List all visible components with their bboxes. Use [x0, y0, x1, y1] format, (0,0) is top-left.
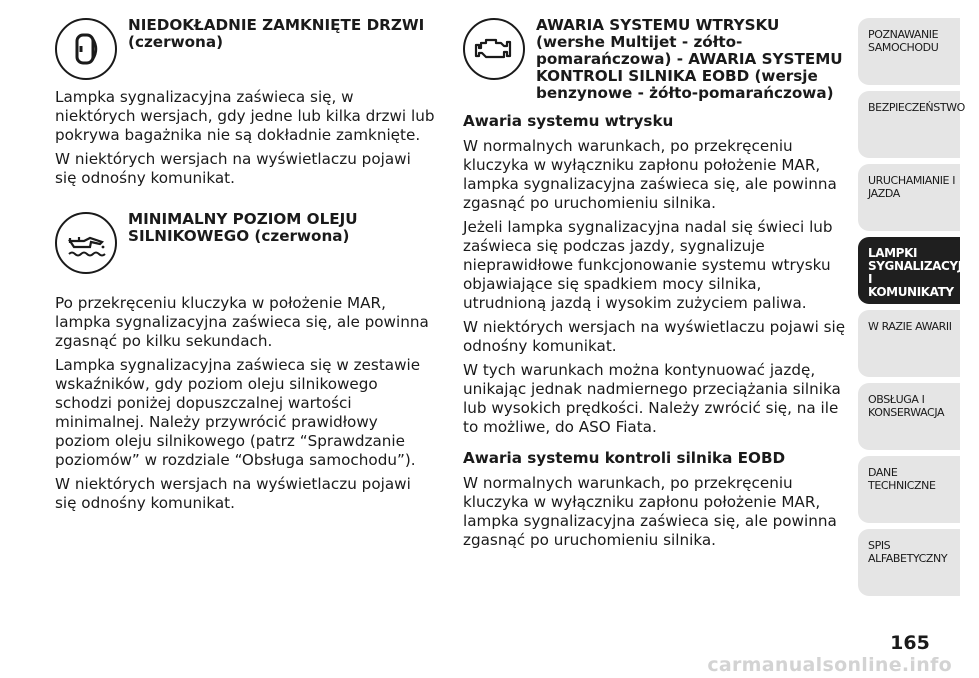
page-number: 165: [890, 632, 930, 654]
injection-subheading: Awaria systemu wtrysku: [463, 112, 674, 130]
watermark: carmanualsonline.info: [707, 654, 952, 676]
tab-poznawanie-samochodu[interactable]: POZNAWANIE SAMOCHODU: [858, 18, 960, 85]
tab-obsluga-i-konserwacja[interactable]: OBSŁUGA I KONSERWACJA: [858, 383, 960, 450]
eobd-paragraph: W normalnych warunkach, po przekręceniu kluczyka w wyłączniku zapłonu położenie MAR, lampka sygnalizacyjna zaświeca się, ale powinna zgasnąć po uruchomieniu silnika.: [463, 474, 837, 549]
oil-warning-heading: MINIMALNY POZIOM OLEJU SILNIKOWEGO (czerwona): [128, 210, 358, 245]
engine-warning-heading: AWARIA SYSTEMU WTRYSKU (wershe Multijet - zółto-pomarańczowa) - AWARIA SYSTEMU KONTROLI SILNIKA EOBD (wersje benzynowe - żółto-pomarańczowa): [536, 16, 843, 102]
injection-paragraph: W normalnych warunkach, po przekręceniu kluczyka w wyłączniku zapłonu położenie MAR, lampka sygnalizacyjna zaświeca się, ale powinna zgasnąć po uruchomieniu silnika.: [463, 137, 837, 212]
oil-paragraph: Lampka sygnalizacyjna zaświeca się w zestawie wskaźników, gdy poziom oleju silnikowego schodzi poniżej dopuszczalnej wartości minimalnej. Należy przywrócić prawidłowy poziom oleju silnikowego (patrz “Sprawdzanie poziomów” w rozdziale “Obsługa samochodu”).: [55, 356, 421, 469]
tab-bezpieczenstwo[interactable]: BEZPIECZEŃSTWO: [858, 91, 960, 158]
tab-dane-techniczne[interactable]: DANE TECHNICZNE: [858, 456, 960, 523]
door-ajar-icon: [55, 18, 117, 80]
injection-paragraph: W tych warunkach można kontynuować jazdę, unikając jednak nadmiernego przeciążania silnika lub wysokich prędkości. Należy zwrócić się, na ile to możliwe, do ASO Fiata.: [463, 361, 841, 436]
injection-paragraph: W niektórych wersjach na wyświetlaczu pojawi się odnośny komunikat.: [463, 318, 846, 355]
engine-check-icon: [463, 18, 525, 80]
injection-paragraph: Jeżeli lampka sygnalizacyjna nadal się świeci lub zaświeca się podczas jazdy, sygnalizuje nieprawidłowe funkcjonowanie systemu wtrysku objawiające się spadkiem mocy silnika, utrudnioną jazdą i wysokim zużyciem paliwa.: [463, 218, 833, 312]
tab-spis-alfabetyczny[interactable]: SPIS ALFABETYCZNY: [858, 529, 960, 596]
oil-paragraph: Po przekręceniu kluczyka w położenie MAR, lampka sygnalizacyjna zaświeca się, ale powinna zgasnąć po kilku sekundach.: [55, 294, 429, 350]
oil-paragraph: W niektórych wersjach na wyświetlaczu pojawi się odnośny komunikat.: [55, 475, 411, 512]
door-warning-heading-block: [55, 0, 435, 88]
engine-warning-heading-block: [463, 0, 848, 110]
door-paragraph: W niektórych wersjach na wyświetlaczu pojawi się odnośny komunikat.: [55, 150, 411, 187]
tab-w-razie-awarii[interactable]: W RAZIE AWARII: [858, 310, 960, 377]
eobd-subheading: Awaria systemu kontroli silnika EOBD: [463, 449, 786, 467]
oil-warning-heading-block: [55, 194, 435, 282]
tab-uruchamianie-i-jazda[interactable]: URUCHAMIANIE I JAZDA: [858, 164, 960, 231]
middle-column: [463, 0, 848, 555]
oil-level-icon: [55, 212, 117, 274]
chapter-tabs: [858, 18, 979, 602]
left-column: [55, 0, 435, 518]
door-paragraph: Lampka sygnalizacyjna zaświeca się, w niektórych wersjach, gdy jedne lub kilka drzwi lub pokrywa bagażnika nie są dokładnie zamknięte.: [55, 88, 435, 144]
tab-lampki-sygnalizacyjne[interactable]: LAMPKI SYGNALIZACYJNE I KOMUNIKATY: [858, 237, 960, 304]
door-warning-heading: NIEDOKŁADNIE ZAMKNIĘTE DRZWI (czerwona): [128, 16, 425, 51]
